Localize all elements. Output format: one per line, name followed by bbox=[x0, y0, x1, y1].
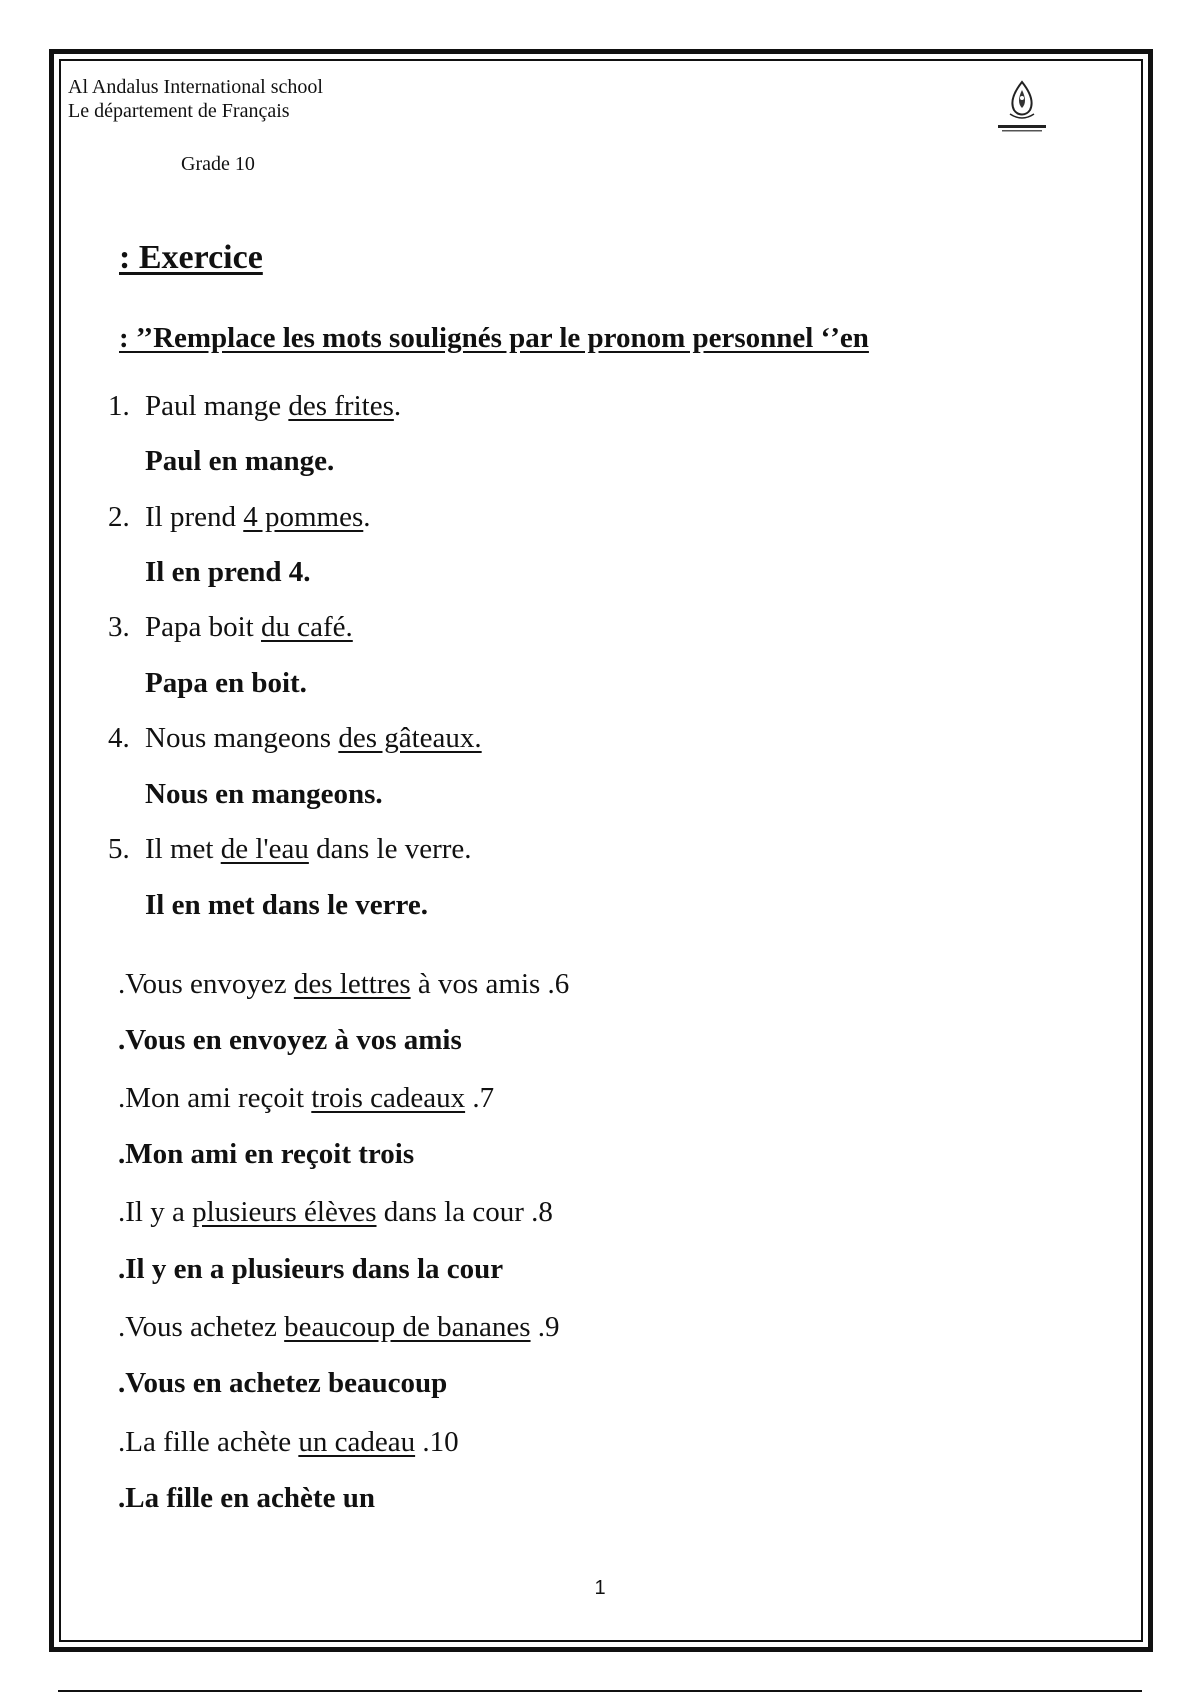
answer-text: Papa en boit. bbox=[145, 667, 307, 699]
footer-divider bbox=[58, 1690, 1142, 1692]
sentence-text: .7 bbox=[465, 1082, 495, 1114]
item-number: 2. bbox=[108, 501, 130, 533]
sentence-text: .Il y a bbox=[118, 1196, 193, 1228]
exercise-item bbox=[108, 388, 401, 424]
exercise-item bbox=[118, 1309, 560, 1345]
exercise-item bbox=[108, 720, 482, 756]
school-name: Al Andalus International school bbox=[68, 76, 323, 98]
sentence-text: dans le verre. bbox=[308, 833, 472, 865]
sentence-text: .Vous envoyez bbox=[118, 968, 294, 1000]
item-number: 5. bbox=[108, 833, 130, 865]
underlined-words: des frites bbox=[288, 390, 394, 422]
answer-text: .Vous en envoyez à vos amis bbox=[118, 1024, 462, 1056]
answer-text: Nous en mangeons. bbox=[145, 778, 383, 810]
sentence-text: Il met bbox=[145, 833, 221, 865]
sentence-text: . bbox=[363, 501, 371, 533]
exercise-item bbox=[118, 1080, 494, 1116]
exercise-item bbox=[108, 499, 371, 535]
grade-label: Grade 10 bbox=[181, 153, 255, 175]
underlined-words: 4 pommes bbox=[243, 501, 364, 533]
underlined-words: trois cadeaux bbox=[311, 1082, 466, 1114]
sentence-text: Nous mangeons bbox=[145, 722, 339, 754]
sentence-text: . bbox=[393, 390, 402, 422]
exercise-item bbox=[118, 1194, 553, 1230]
department-name: Le département de Français bbox=[68, 100, 290, 122]
answer-text: .Mon ami en reçoit trois bbox=[118, 1138, 415, 1170]
al-andalus-crest-icon bbox=[978, 70, 1082, 150]
sentence-text: .Mon ami reçoit bbox=[118, 1082, 312, 1114]
exercise-title: : Exercice bbox=[119, 239, 263, 276]
underlined-words: beaucoup de bananes bbox=[284, 1311, 531, 1343]
sentence-text: à vos amis .6 bbox=[410, 968, 570, 1000]
underlined-words: un cadeau bbox=[298, 1426, 416, 1458]
answer-text: Il en prend 4. bbox=[145, 556, 311, 588]
answer-text: Il en met dans le verre. bbox=[145, 889, 428, 921]
exercise-item bbox=[118, 966, 569, 1002]
sentence-text: .Vous achetez bbox=[118, 1311, 285, 1343]
sentence-text: .10 bbox=[415, 1426, 459, 1458]
sentence-text: .9 bbox=[530, 1311, 560, 1343]
sentence-text: .La fille achète bbox=[118, 1426, 299, 1458]
sentence-text: Papa boit bbox=[145, 611, 261, 643]
answer-text: .Il y en a plusieurs dans la cour bbox=[118, 1253, 504, 1285]
underlined-words: des lettres bbox=[293, 968, 411, 1000]
answer-text: .La fille en achète un bbox=[118, 1482, 375, 1514]
sentence-text: Il prend bbox=[145, 501, 244, 533]
exercise-item bbox=[108, 831, 472, 867]
underlined-words: de l'eau bbox=[220, 833, 309, 865]
exercise-item bbox=[118, 1424, 459, 1460]
underlined-words: du café. bbox=[261, 611, 353, 643]
underlined-words: plusieurs élèves bbox=[192, 1196, 377, 1228]
underlined-words: des gâteaux. bbox=[338, 722, 482, 754]
item-number: 1. bbox=[108, 390, 130, 422]
page-number: 1 bbox=[594, 1577, 606, 1599]
sentence-text: dans la cour .8 bbox=[376, 1196, 553, 1228]
answer-text: Paul en mange. bbox=[145, 445, 335, 477]
item-number: 3. bbox=[108, 611, 130, 643]
item-number: 4. bbox=[108, 722, 130, 754]
exercise-instruction: : ’’Remplace les mots soulignés par le pronom personnel ‘’en bbox=[119, 322, 869, 354]
exercise-item bbox=[108, 609, 353, 645]
answer-text: .Vous en achetez beaucoup bbox=[118, 1367, 448, 1399]
sentence-text: Paul mange bbox=[145, 390, 289, 422]
